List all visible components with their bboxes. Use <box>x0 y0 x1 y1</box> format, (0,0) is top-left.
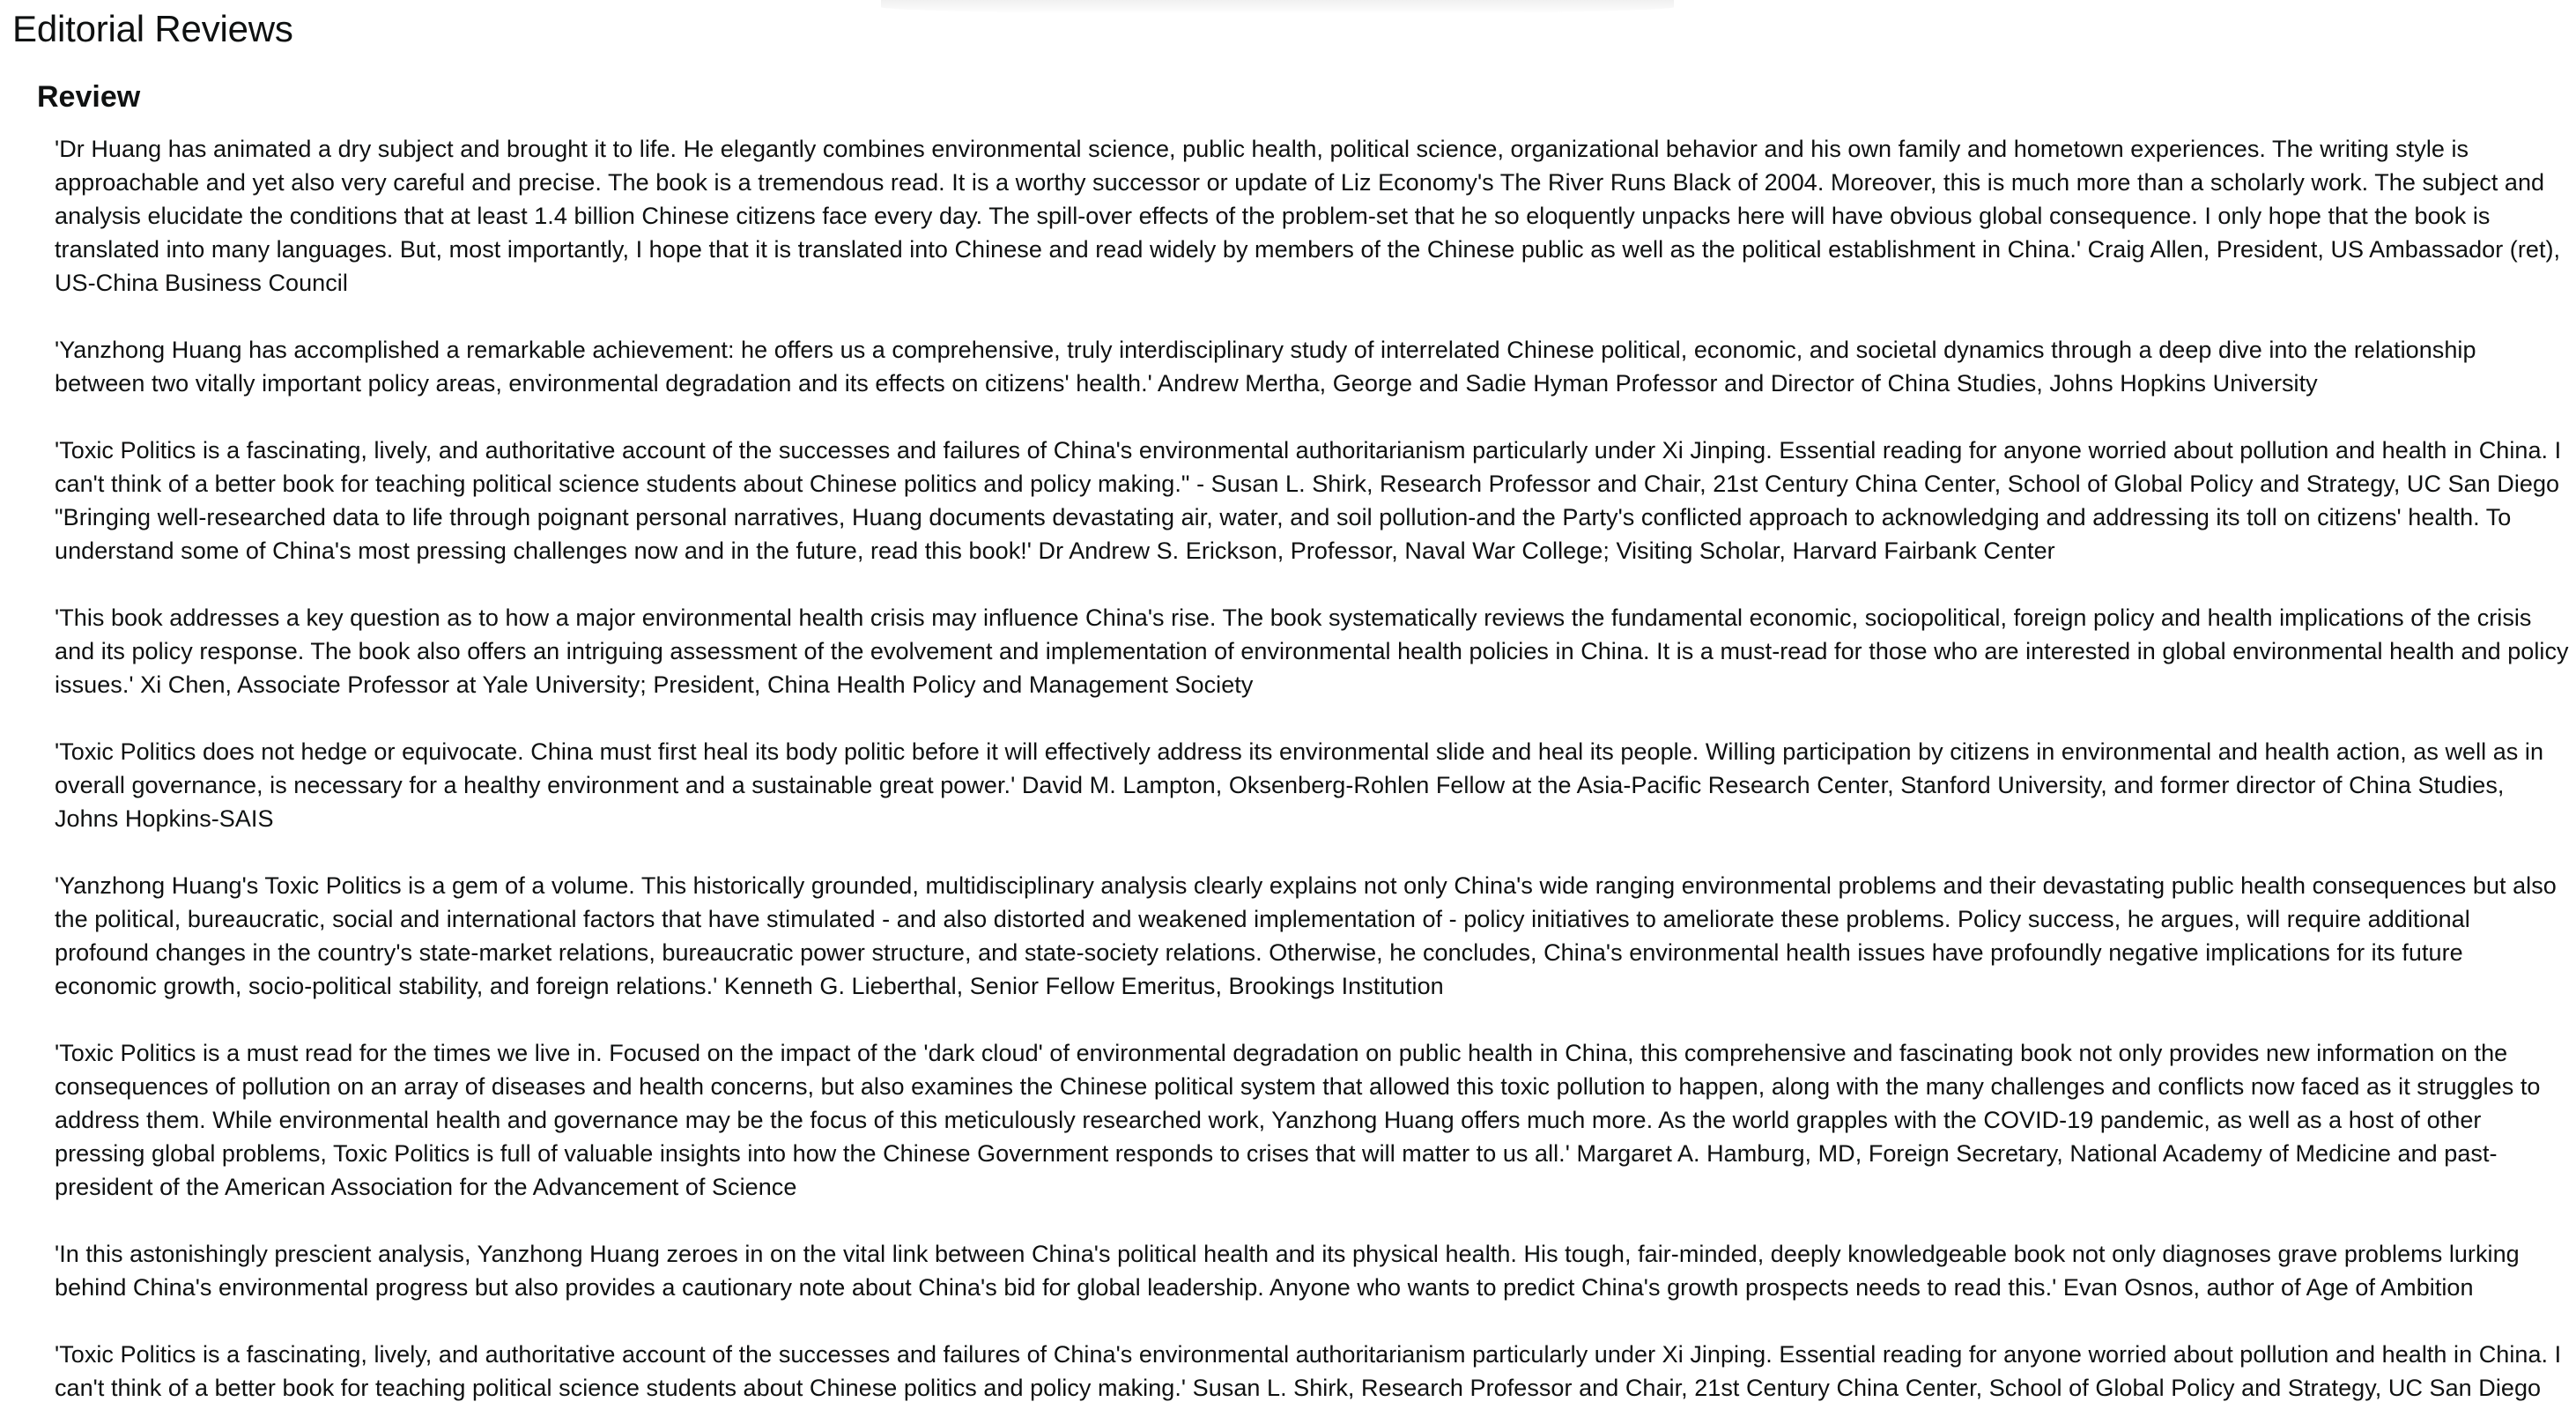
reviews-list <box>55 132 2571 1424</box>
review-text: 'Yanzhong Huang has accomplished a remarkable achievement: he offers us a comprehensive, truly interdisciplinary study of interrelated Chinese political, economic, and societal dynamics through a deep dive into the relationship between two vitally important policy areas, environmental degradation and its effects on citizens' health.' Andrew Mertha, George and Sadie Hyman Professor and Director of China Studies, Johns Hopkins University <box>55 337 2476 397</box>
review-subheading: Review <box>37 80 141 114</box>
review-text: 'Yanzhong Huang's Toxic Politics is a gem of a volume. This historically grounded, multidisciplinary analysis clearly explains not only China's wide ranging environmental problems and their devastating public health consequences but also the political, bureaucratic, social and international factors that have stimulated - and also distorted and weakened implementation of - policy initiatives to ameliorate these problems. Policy success, he argues, will require additional profound changes in the country's state-market relations, bureaucratic power structure, and state-society relations. Otherwise, he concludes, China's environmental health issues have profoundly negative implications for its future economic growth, socio-political stability, and foreign relations.' Kenneth G. Lieberthal, Senior Fellow Emeritus, Brookings Institution <box>55 872 2557 999</box>
review-text: 'Toxic Politics is a must read for the times we live in. Focused on the impact of the 'dark cloud' of environmental degradation on public health in China, this comprehensive and fascinating book not only provides new information on the consequences of pollution on an array of diseases and health concerns, but also examines the Chinese political system that allowed this toxic pollution to happen, along with the many challenges and conflicts now faced as it struggles to address them. While environmental health and governance may be the focus of this meticulously researched work, Yanzhong Huang offers much more. As the world grapples with the COVID-19 pandemic, as well as a host of other pressing global problems, Toxic Politics is full of valuable insights into how the Chinese Government responds to crises that will matter to us all.' Margaret A. Hamburg, MD, Foreign Secretary, National Academy of Medicine and past-president of the American Association for the Advancement of Science <box>55 1040 2541 1200</box>
review-paragraph-6 <box>55 869 2571 1003</box>
review-text: 'Toxic Politics is a fascinating, lively, and authoritative account of the successes and failures of China's environmental authoritarianism particularly under Xi Jinping. Essential reading for anyone worried about pollution and health in China. I can't think of a better book for teaching political science students about Chinese politics and policy making.' Susan L. Shirk, Research Professor and Chair, 21st Century China Center, School of Global Policy and Strategy, UC San Diego <box>55 1341 2562 1401</box>
review-paragraph-3 <box>55 434 2571 567</box>
review-paragraph-9 <box>55 1338 2571 1405</box>
section-title: Editorial Reviews <box>12 8 293 49</box>
review-text: 'This book addresses a key question as to how a major environmental health crisis may influence China's rise. The book systematically reviews the fundamental economic, sociopolitical, foreign policy and health implications of the crisis and its policy response. The book also offers an intriguing assessment of the evolvement and implementation of environmental health policies in China. It is a must-read for those who are interested in global environmental health and policy issues.' Xi Chen, Associate Professor at Yale University; President, China Health Policy and Management Society <box>55 604 2569 698</box>
review-paragraph-7 <box>55 1036 2571 1204</box>
review-text: 'Toxic Politics does not hedge or equivocate. China must first heal its body politic before it will effectively address its environmental slide and heal its people. Willing participation by citizens in environmental and health action, as well as in overall governance, is necessary for a healthy environment and a sustainable great power.' David M. Lampton, Oksenberg-Rohlen Fellow at the Asia-Pacific Research Center, Stanford University, and former director of China Studies, Johns Hopkins-SAIS <box>55 738 2544 832</box>
review-text: 'Toxic Politics is a fascinating, lively, and authoritative account of the successes and failures of China's environmental authoritarianism particularly under Xi Jinping. Essential reading for anyone worried about pollution and health in China. I can't think of a better book for teaching political science students about Chinese politics and policy making." - Susan L. Shirk, Research Professor and Chair, 21st Century China Center, School of Global Policy and Strategy, UC San Diego <box>55 437 2562 497</box>
review-paragraph-5 <box>55 735 2571 835</box>
review-text-continued: "Bringing well-researched data to life through poignant personal narratives, Huang documents devastating air, water, and soil pollution-and the Party's conflicted approach to acknowledging and addressing its toll on citizens' health. To understand some of China's most pressing challenges now and in the future, read this book!' Dr Andrew S. Erickson, Professor, Naval War College; Visiting Scholar, Harvard Fairbank Center <box>55 504 2512 564</box>
review-paragraph-4 <box>55 601 2571 701</box>
review-paragraph-8 <box>55 1237 2571 1304</box>
review-text: 'In this astonishingly prescient analysis, Yanzhong Huang zeroes in on the vital link between China's political health and its physical health. His tough, fair-minded, deeply knowledgeable book not only diagnoses grave problems lurking behind China's environmental progress but also provides a cautionary note about China's bid for global leadership. Anyone who wants to predict China's growth prospects needs to read this.' Evan Osnos, author of Age of Ambition <box>55 1241 2520 1301</box>
review-paragraph-1 <box>55 132 2571 300</box>
header-shadow <box>881 0 1674 14</box>
review-text: 'Dr Huang has animated a dry subject and brought it to life. He elegantly combines environmental science, public health, political science, organizational behavior and his own family and hometown experiences. The writing style is approachable and yet also very careful and precise. The book is a tremendous read. It is a worthy successor or update of Liz Economy's The River Runs Black of 2004. Moreover, this is much more than a scholarly work. The subject and analysis elucidate the conditions that at least 1.4 billion Chinese citizens face every day. The spill-over effects of the problem-set that he so eloquently unpacks here will have obvious global consequence. I only hope that the book is translated into many languages. But, most importantly, I hope that it is translated into Chinese and read widely by members of the Chinese public as well as the political establishment in China.' Craig Allen, President, US Ambassador (ret), US-China Business Council <box>55 136 2561 296</box>
review-paragraph-2 <box>55 333 2571 400</box>
